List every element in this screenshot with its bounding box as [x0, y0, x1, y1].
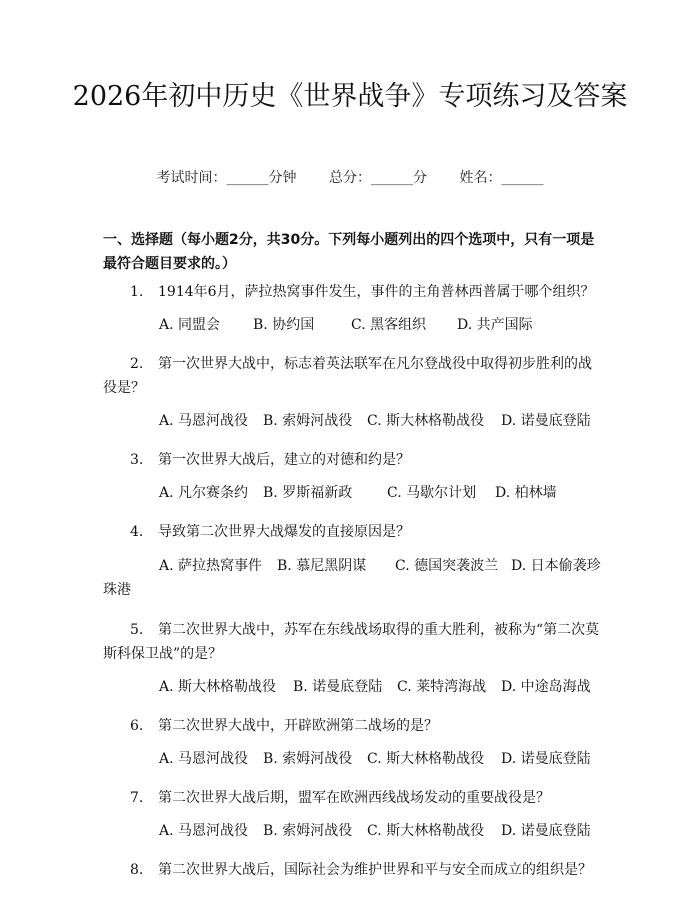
question-list: [103, 280, 603, 882]
question-number: 3.: [130, 452, 144, 468]
option-b: B. 慕尼黑阴谋: [277, 558, 367, 574]
option-c: C. 斯大林格勒战役: [367, 823, 485, 839]
option-a: A. 同盟会: [159, 317, 221, 333]
option-d: D. 中途岛海战: [501, 679, 591, 695]
option-list: [103, 748, 603, 770]
option-d: D. 共产国际: [457, 317, 533, 333]
question-number: 4.: [130, 524, 144, 540]
student-name: 姓名：______: [459, 170, 544, 186]
question-number: 7.: [130, 790, 144, 806]
option-c: C. 斯大林格勒战役: [367, 751, 485, 767]
option-b: B. 协约国: [253, 317, 315, 333]
option-list: [103, 820, 603, 842]
option-d: D. 日本偷袭珍珠港: [103, 558, 601, 598]
question: [103, 520, 603, 544]
question-text: 1914年6月，萨拉热窝事件发生，事件的主角普林西普属于哪个组织？: [158, 284, 595, 300]
question: [103, 618, 603, 666]
option-a: A. 马恩河战役: [159, 751, 249, 767]
page-title: 2026年初中历史《世界战争》专项练习及答案: [72, 81, 628, 112]
option-c: C. 马歇尔计划: [387, 485, 477, 501]
option-b: B. 索姆河战役: [263, 823, 353, 839]
question: [103, 448, 603, 472]
question: [103, 786, 603, 810]
option-c: C. 斯大林格勒战役: [367, 413, 485, 429]
option-b: B. 诺曼底登陆: [293, 679, 383, 695]
question-text: 第二次世界大战中，苏军在东线战场取得的重大胜利，被称为“第二次莫斯科保卫战”的是？: [103, 622, 600, 662]
option-c: C. 德国突袭波兰: [395, 558, 499, 574]
option-list: [103, 314, 603, 336]
option-list: [103, 410, 603, 432]
option-d: D. 柏林墙: [495, 485, 557, 501]
option-b: B. 索姆河战役: [263, 751, 353, 767]
question-number: 1.: [130, 284, 144, 300]
question-text: 第一次世界大战中，标志着英法联军在凡尔登战役中取得初步胜利的战役是？: [103, 356, 592, 396]
question-text: 第二次世界大战中，开辟欧洲第二战场的是？: [158, 718, 438, 734]
exam-meta: [0, 169, 700, 187]
option-b: B. 罗斯福新政: [263, 485, 353, 501]
option-a: A. 凡尔赛条约: [159, 485, 249, 501]
question: [103, 714, 603, 738]
question-number: 5.: [130, 622, 144, 638]
question-text: 导致第二次世界大战爆发的直接原因是？: [158, 524, 410, 540]
question-text: 第二次世界大战后，国际社会为维护世界和平与安全而成立的组织是？: [158, 862, 592, 878]
exam-time: 考试时间：______分钟: [156, 170, 297, 186]
option-b: B. 索姆河战役: [263, 413, 353, 429]
option-a: A. 斯大林格勒战役: [159, 679, 277, 695]
total-score: 总分：______分: [329, 170, 427, 186]
question-text: 第二次世界大战后期，盟军在欧洲西线战场发动的重要战役是？: [158, 790, 550, 806]
question: [103, 352, 603, 400]
option-d: D. 诺曼底登陆: [501, 413, 591, 429]
option-a: A. 萨拉热窝事件: [159, 558, 263, 574]
question: [103, 858, 603, 882]
question-number: 8.: [130, 862, 144, 878]
option-list: [103, 676, 603, 698]
option-a: A. 马恩河战役: [159, 413, 249, 429]
question-number: 2.: [130, 356, 144, 372]
question: [103, 280, 603, 304]
option-a: A. 马恩河战役: [159, 823, 249, 839]
option-list: [103, 554, 603, 602]
option-d: D. 诺曼底登陆: [501, 751, 591, 767]
section-heading: 一、选择题（每小题2分，共30分。下列每小题列出的四个选项中，只有一项是最符合题目要求的。）: [103, 232, 595, 272]
question-text: 第一次世界大战后，建立的对德和约是？: [158, 452, 410, 468]
option-list: [103, 482, 603, 504]
option-c: C. 莱特湾海战: [397, 679, 487, 695]
question-number: 6.: [130, 718, 144, 734]
option-c: C. 黑客组织: [351, 317, 427, 333]
option-d: D. 诺曼底登陆: [501, 823, 591, 839]
